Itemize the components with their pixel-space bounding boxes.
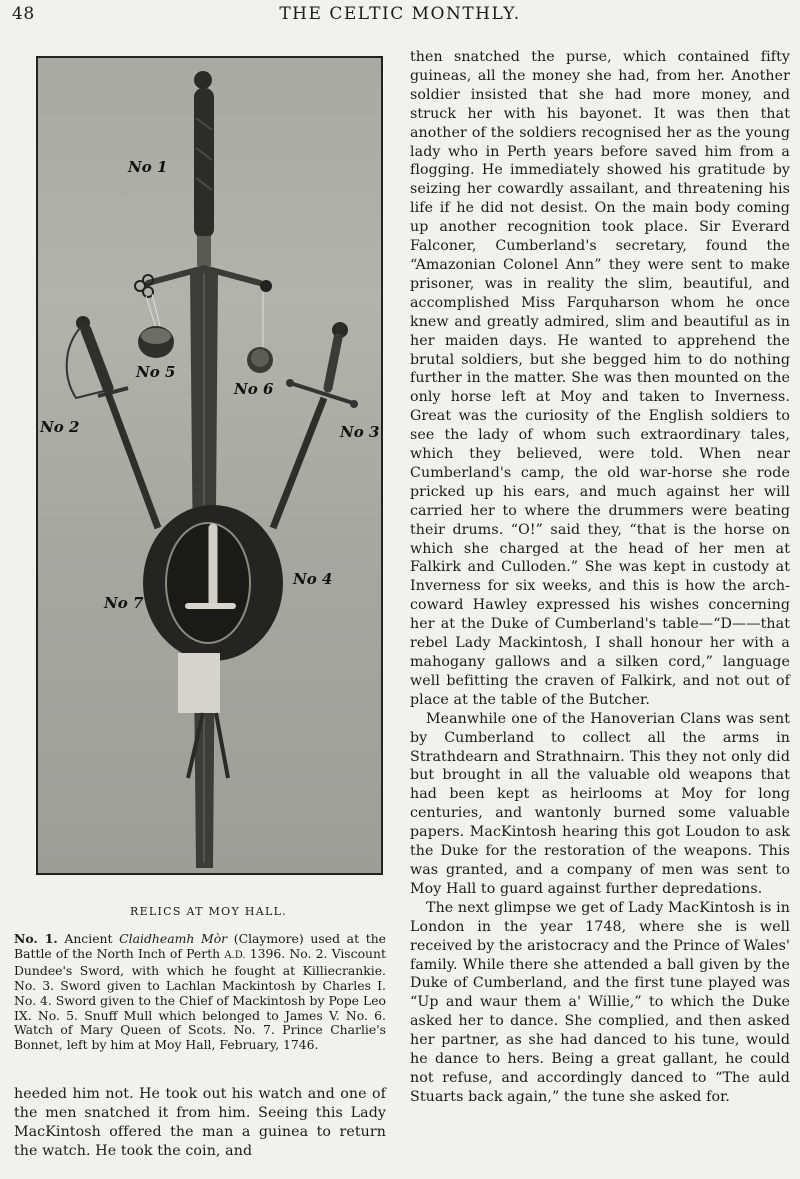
caption-title: RELICS AT MOY HALL. (130, 905, 287, 918)
claymore-no1 (135, 71, 272, 868)
label-no2: No 2 (40, 418, 80, 436)
snuff-mull-no5 (138, 294, 174, 358)
label-no4: No 4 (293, 570, 333, 588)
label-no3: No 3 (340, 423, 380, 441)
caption-era: A.D. (224, 949, 246, 961)
paragraph: heeded him not. He took out his watch and one of the men snatched it from him. Seeing this Lady MacKintosh offered the man a guinea to return the watch. He took the coin, and (14, 1086, 386, 1159)
left-column-text (14, 1085, 386, 1161)
caption-text: 1396. No. 2. Viscount Dundee's Sword, with which he fought at Killiecrankie. No. 3. Sword given to Lachlan Mackintosh by Charles I. No. 4. Sword given to the Chief of Mackintosh by Pope Leo IX. No. 5. Snuff Mull which belonged to James V. No. 6. Watch of Mary Queen of Scots. No. 7. Prince Charlie's Bonnet, left by him at Moy Hall, February, 1746. (14, 945, 386, 1053)
running-title: THE CELTIC MONTHLY. (279, 4, 521, 24)
watch-no6 (247, 292, 273, 373)
caption-text: Ancient (57, 931, 120, 946)
label-no6: No 6 (234, 380, 274, 398)
caption-italic-term: Claidheamh Mòr (119, 931, 228, 946)
caption-text: (Claymore) used at the Battle of the North Inch of Perth (14, 931, 387, 961)
page-number: 48 (12, 4, 35, 24)
paragraph: Meanwhile one of the Hanoverian Clans was sent by Cumberland to collect all the arms in Strathdearn and Strathnairn. This they not only did but brought in all the valuable old weapons that had been kept as heirlooms at Moy for long centuries, and wantonly burned some valuable papers. MacKintosh hearing this got Loudon to ask the Duke for the restoration of the weapons. This was granted, and a company of men was sent to Moy Hall to guard against further depredations. (410, 710, 790, 897)
label-no5: No 5 (136, 363, 176, 381)
caption-body (14, 932, 386, 1053)
paragraph: then snatched the purse, which contained fifty guineas, all the money she had, from her. Another soldier insisted that she had more money, and struck her with his bayonet. It was then that another of the soldiers recognised her as the young lady who in Perth years before saved him from a flogging. He immediately showed his gratitude by seizing her cowardly assailant, and threatening his life if he did not desist. On the main body coming up another recognition took place. Sir Everard Falconer, Cumberland's secretary, found the “Amazonian Colonel Ann” they were sent to make prisoner, was in reality the slim, beautiful, and accomplished Miss Farquharson whom he once knew and greatly admired, slim and beautiful as in her maiden days. He wanted to apprehend the brutal soldiers, but she begged him to do nothing further in the matter. She was then mounted on the only horse left at Moy and taken to Inverness. Great was the curiosity of the English soldiers to see the lady of whom such extraordinary tales, which they believed, were told. When near Cumberland's camp, the old war-horse she rode pricked up his ears, and much against her will carried her to where the drummers were beating their drums. “O!” said they, “that is the horse on which she charged at the head of her men at Falkirk and Culloden.” She was kept in custody at Inverness for six weeks, and this is how the arch-coward Hawley expressed his wishes concerning her at the Duke of Cumberland's table—“D——that rebel Lady Mackintosh, I shall honour her with a mahogany gallows and a silken cord,” language well befitting the craven of Falkirk, and not out of place at the table of the Butcher. (410, 49, 790, 708)
caption-lead: No. 1. (14, 931, 58, 946)
label-no1: No 1 (128, 158, 168, 176)
relics-illustration (38, 58, 381, 873)
photo-plate-relics (36, 56, 383, 875)
paragraph: The next glimpse we get of Lady MacKintosh is in London in the year 1748, where she is well received by the aristocracy and the Prince of Wales' family. While there she attended a ball given by the Duke of Cumberland, and the first tune played was “Up and waur them a' Willie,” to which the Duke asked her to dance. She complied, and then asked her partner, as she had danced to his tune, would he dance to hers. Being a great gallant, he could not refuse, and accordingly danced to “The auld Stuarts back again,” the tune she asked for. (410, 899, 790, 1105)
right-column-text (410, 48, 790, 1107)
label-no7: No 7 (104, 594, 144, 612)
